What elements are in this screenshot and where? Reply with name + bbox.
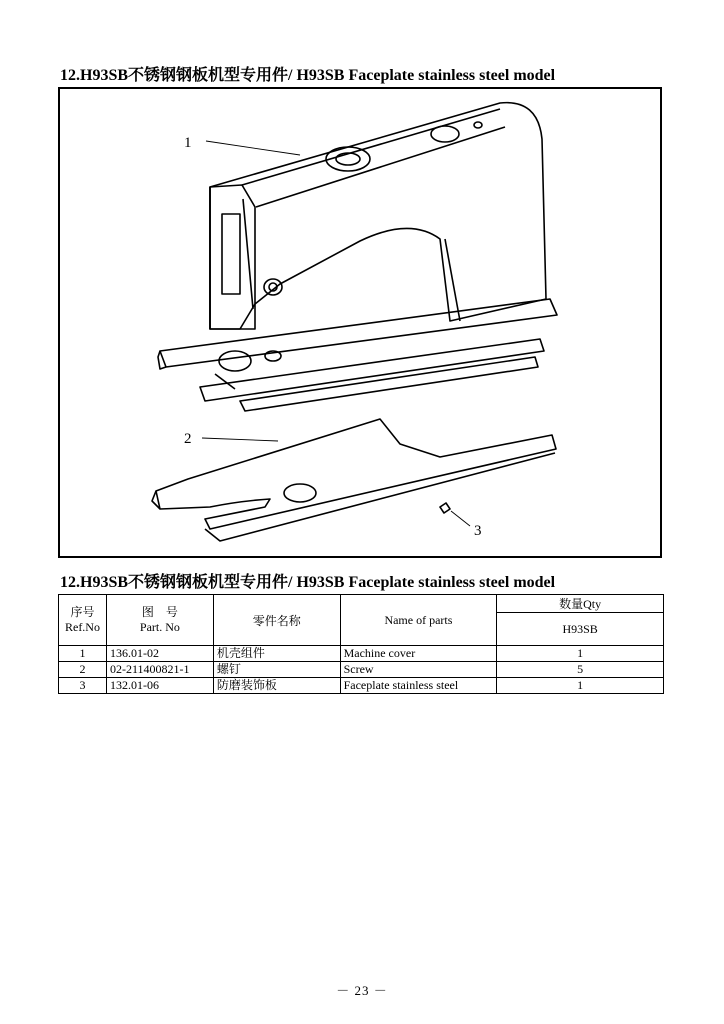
cell-ref: 3 <box>59 678 107 694</box>
callout-1: 1 <box>184 135 192 151</box>
machine-cover-outline <box>210 103 546 329</box>
table-row <box>59 662 664 678</box>
cell-ref: 2 <box>59 662 107 678</box>
cell-name-en: Faceplate stainless steel <box>340 678 497 694</box>
cell-name-cn: 螺钉 <box>213 662 340 678</box>
cell-part-no: 136.01-02 <box>106 646 213 662</box>
cell-part-no: 132.01-06 <box>106 678 213 694</box>
table-title: 12.H93SB不锈钢钢板机型专用件/ H93SB Faceplate stainless steel model <box>60 574 556 591</box>
header-name-en: Name of parts <box>340 595 497 646</box>
callout-3: 3 <box>474 523 482 539</box>
screw <box>440 503 450 513</box>
header-ref: 序号 Ref.No <box>59 595 107 646</box>
cell-part-no: 02-211400821-1 <box>106 662 213 678</box>
cell-name-en: Screw <box>340 662 497 678</box>
cell-qty: 1 <box>497 646 664 662</box>
header-model: H93SB <box>497 613 664 646</box>
cell-ref: 1 <box>59 646 107 662</box>
cell-name-cn: 防磨装饰板 <box>213 678 340 694</box>
cell-name-cn: 机壳组件 <box>213 646 340 662</box>
cell-qty: 5 <box>497 662 664 678</box>
header-name-cn: 零件名称 <box>213 595 340 646</box>
parts-table <box>58 594 664 694</box>
table-row <box>59 646 664 662</box>
exploded-diagram <box>58 87 662 558</box>
section-title: 12.H93SB不锈钢钢板机型专用件/ H93SB Faceplate stainless steel model <box>60 67 556 84</box>
header-part-no: 图 号 Part. No <box>106 595 213 646</box>
cell-name-en: Machine cover <box>340 646 497 662</box>
callout-2: 2 <box>184 431 192 447</box>
table-row <box>59 678 664 694</box>
header-qty: 数量Qty <box>497 595 664 613</box>
cell-qty: 1 <box>497 678 664 694</box>
sewing-machine-drawing <box>60 89 660 556</box>
page-number: － 23 － <box>336 983 388 998</box>
faceplate-stainless-steel <box>156 419 556 529</box>
